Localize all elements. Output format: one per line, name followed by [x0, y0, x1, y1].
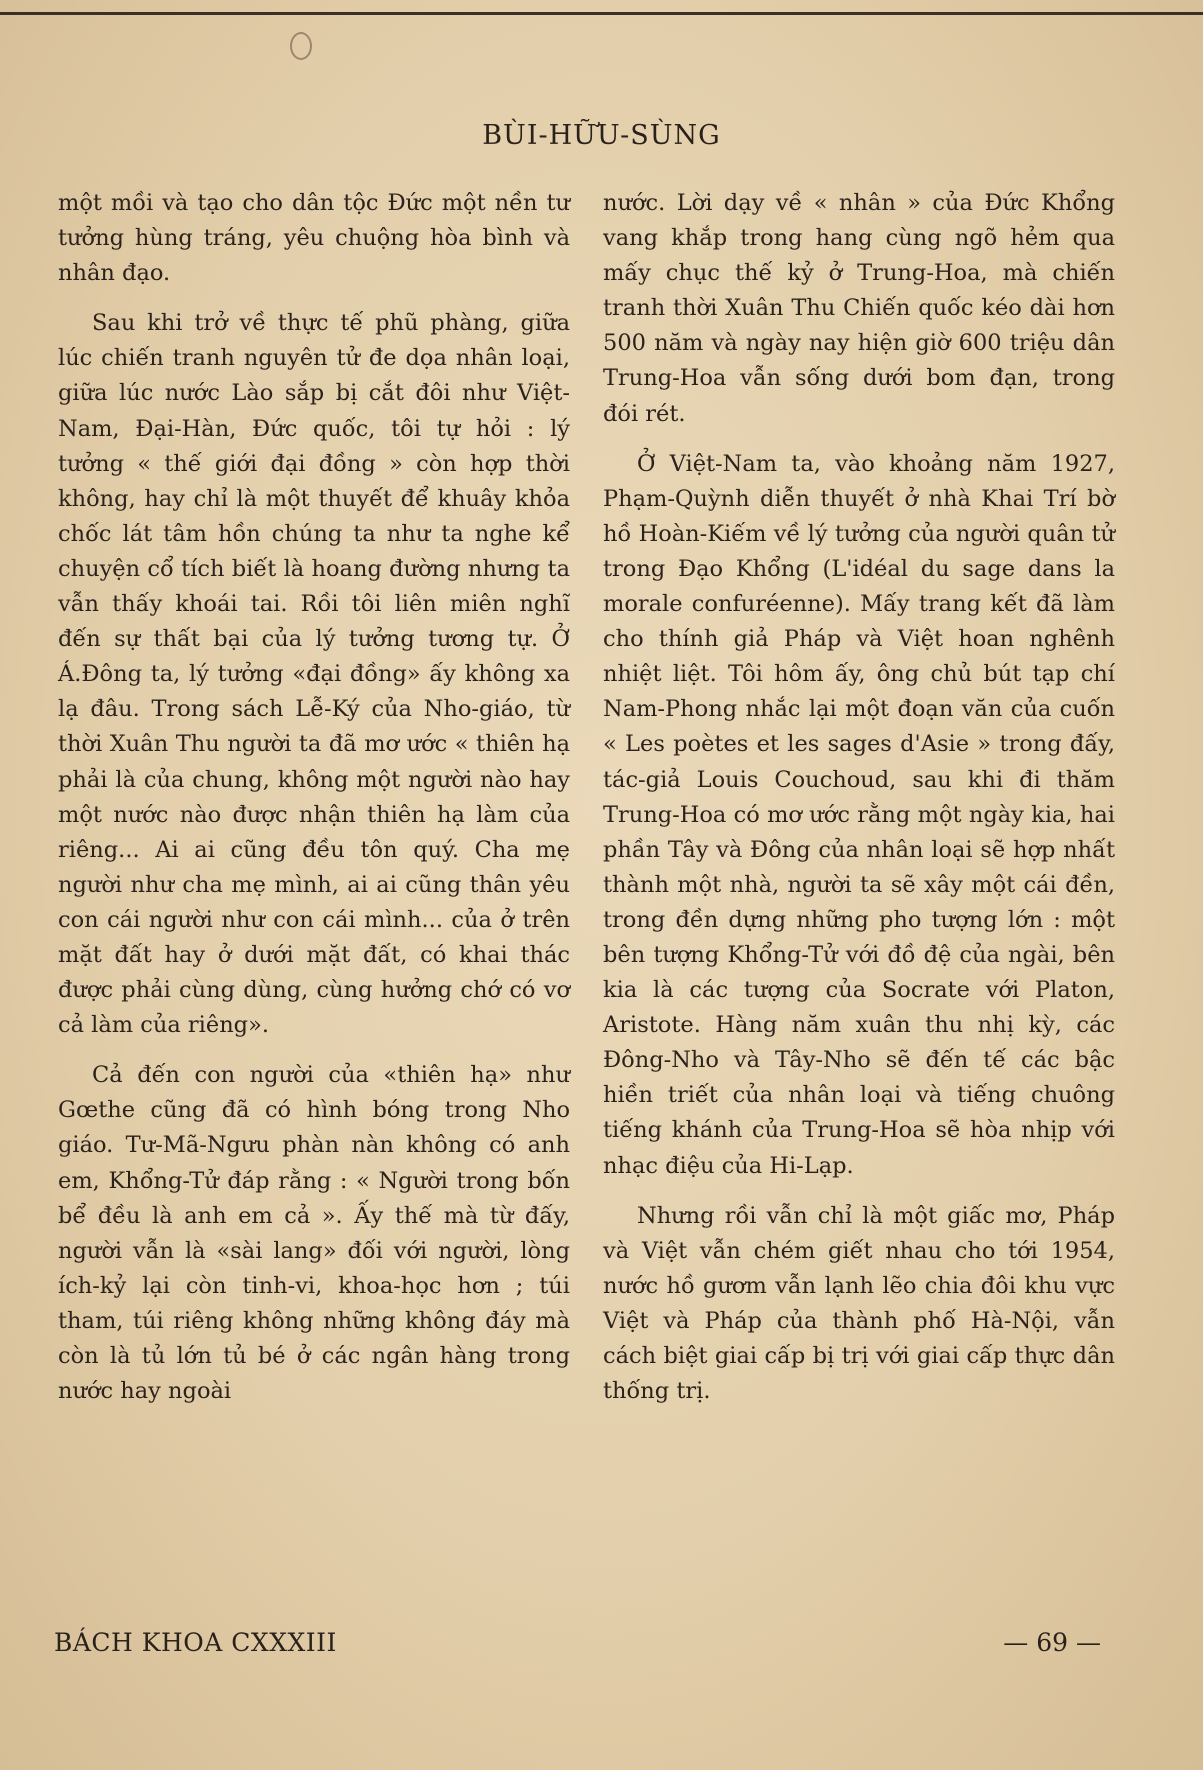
top-edge-line — [0, 12, 1203, 15]
right-column — [603, 186, 1115, 1409]
magazine-title: BÁCH KHOA CXXXIII — [54, 1628, 337, 1657]
left-paragraph-1: một mồi và tạo cho dân tộc Đức một nền tư tưởng hùng tráng, yêu chuộng hòa bình và nhân đạo. — [58, 190, 570, 287]
running-header: BÙI-HỮU-SÙNG — [482, 120, 721, 151]
left-column — [58, 186, 570, 1409]
left-paragraph-3: Cả đến con người của «thiên hạ» như Gœthe cũng đã có hình bóng trong Nho giáo. Tư-Mã-Ngưu phàn nàn không có anh em, Khổng-Tử đáp rằng : « Người trong bốn bể đều là anh em cả ». Ấy thế mà từ đấy, người vẫn là «sài lang» đối với người, lòng ích-kỷ lại còn tinh-vi, khoa-học hơn ; túi tham, túi riêng không những không đáy mà còn là tủ lớn tủ bé ở các ngân hàng trong nước hay ngoài — [58, 1062, 570, 1405]
right-paragraph-2: Ở Việt-Nam ta, vào khoảng năm 1927, Phạm-Quỳnh diễn thuyết ở nhà Khai Trí bờ hồ Hoàn-Kiếm về lý tưởng của người quân tử trong Đạo Khổng (L'idéal du sage dans la morale confuréenne). Mấy trang kết đã làm cho thính giả Pháp và Việt hoan nghênh nhiệt liệt. Tôi hôm ấy, ông chủ bút tạp chí Nam-Phong nhắc lại một đoạn văn của cuốn « Les poètes et les sages d'Asie » trong đấy, tác-giả Louis Couchoud, sau khi đi thăm Trung-Hoa có mơ ước rằng một ngày kia, hai phần Tây và Đông của nhân loại sẽ hợp nhất thành một nhà, người ta sẽ xây một cái đền, trong đền dựng những pho tượng lớn : một bên tượng Khổng-Tử với đồ đệ của ngài, bên kia là các tượng của Socrate với Platon, Aristote. Hàng năm xuân thu nhị kỳ, các Đông-Nho và Tây-Nho sẽ đến tế các bậc hiền triết của nhân loại và tiếng chuông tiếng khánh của Trung-Hoa sẽ hòa nhịp với nhạc điệu của Hi-Lạp. — [603, 450, 1115, 1179]
right-paragraph-3: Nhưng rồi vẫn chỉ là một giấc mơ, Pháp và Việt vẫn chém giết nhau cho tới 1954, nước hồ gươm vẫn lạnh lẽo chia đôi khu vực Việt và Pháp của thành phố Hà-Nội, vẫn cách biệt giai cấp bị trị với giai cấp thực dân thống trị. — [603, 1202, 1115, 1405]
left-paragraph-2: Sau khi trở về thực tế phũ phàng, giữa lúc chiến tranh nguyên tử đe dọa nhân loại, giữa lúc nước Lào sắp bị cắt đôi như Việt-Nam, Đại-Hàn, Đức quốc, tôi tự hỏi : lý tưởng « thế giới đại đồng » còn hợp thời không, hay chỉ là một thuyết để khuây khỏa chốc lát tâm hồn chúng ta như ta nghe kể chuyện cổ tích biết là hoang đường nhưng ta vẫn thấy khoái tai. Rồi tôi liên miên nghĩ đến sự thất bại của lý tưởng tương tự. Ở Á.Đông ta, lý tưởng «đại đồng» ấy không xa lạ đâu. Trong sách Lễ-Ký của Nho-giáo, từ thời Xuân Thu người ta đã mơ ước « thiên hạ phải là của chung, không một người nào hay một nước nào được nhận thiên hạ làm của riêng... Ai ai cũng đều tôn quý. Cha mẹ người như cha mẹ mình, ai ai cũng thân yêu con cái người như con cái mình... của ở trên mặt đất hay ở dưới mặt đất, có khai thác được phải cùng dùng, cùng hưởng chớ có vơ cả làm của riêng». — [58, 310, 570, 1039]
page-number: — 69 — — [1003, 1628, 1101, 1657]
right-paragraph-1: nước. Lời dạy về « nhân » của Đức Khổng vang khắp trong hang cùng ngõ hẻm qua mấy chục thế kỷ ở Trung-Hoa, mà chiến tranh thời Xuân Thu Chiến quốc kéo dài hơn 500 năm và ngày nay hiện giờ 600 triệu dân Trung-Hoa vẫn sống dưới bom đạn, trong đói rét. — [603, 190, 1115, 427]
ink-mark — [290, 32, 312, 60]
